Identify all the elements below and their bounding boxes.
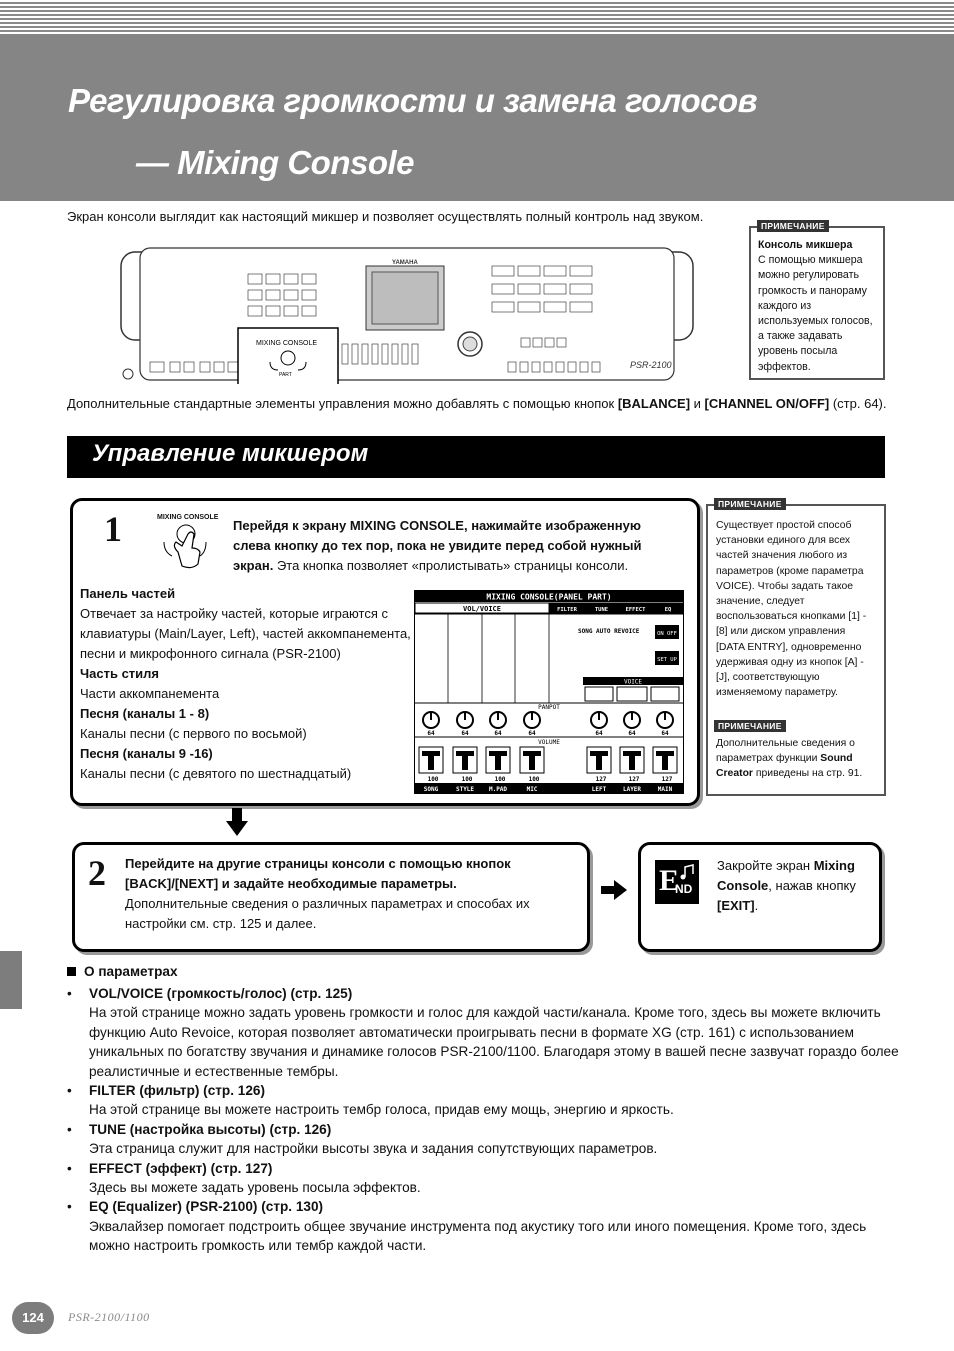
lcd-part-label: LAYER	[622, 786, 642, 793]
lcd-pan-value: 64	[461, 730, 469, 737]
lcd-part-label: LEFT	[591, 786, 607, 793]
parameter-heading: VOL/VOICE (громкость/голос) (стр. 125)	[89, 986, 353, 1001]
bullet-icon: •	[67, 1199, 72, 1215]
arrow-down-icon	[226, 808, 248, 836]
end-logo: E ND	[655, 860, 699, 904]
keyboard-panel-illustration	[120, 244, 694, 384]
side-tab	[0, 951, 22, 1009]
step2-number: 2	[88, 853, 106, 893]
note2-line: VOICE). Чтобы задать такое	[716, 580, 854, 592]
intro-text: Экран консоли выглядит как настоящий микшер и позволяет осуществлять полный контроль над звуком.	[67, 209, 704, 224]
step2-instruction: Перейдите на другие страницы консоли с помощью кнопок [BACK]/[NEXT] и задайте необходимые параметры. Дополнительные сведения о различных параметрах и способах их настройки см. стр. 125 и далее.	[125, 856, 530, 931]
parameter-text: Эквалайзер помогает подстроить общее звучание инструмента под акустику того или иного помещения. Кроме того, здесь	[89, 1218, 867, 1234]
parameter-item	[67, 1120, 897, 1159]
note2-line: установки единого для всех	[716, 535, 851, 547]
note2-line: [J], соответствующую	[716, 672, 820, 684]
lcd-volume-value: 100	[528, 776, 540, 783]
bullet-icon: •	[67, 1121, 72, 1137]
lcd-pan-value: 64	[494, 730, 502, 737]
hand-press-icon	[160, 522, 210, 572]
note-tag: ПРИМЕЧАНИЕ	[714, 720, 786, 732]
parameters-heading: О параметрах	[84, 964, 178, 979]
parameter-text: можно настроить громкость или тембр каждой части.	[89, 1238, 427, 1254]
end-text: Закройте экран Mixing Console, нажав кнопку [EXIT].	[717, 858, 856, 913]
lcd-part-label: STYLE	[455, 786, 475, 793]
lcd-volume-label: VOLUME	[538, 739, 560, 746]
lcd-pan-value: 64	[661, 730, 669, 737]
note2-line: [DATA ENTRY], одновременно	[716, 641, 862, 653]
note2-line: значение, следует	[716, 596, 805, 608]
note-heading: Консоль микшера	[758, 239, 853, 251]
lcd-tab-label: VOL/VOICE	[463, 605, 501, 613]
page-number: 124	[12, 1302, 54, 1334]
bullet-icon: •	[67, 986, 72, 1001]
parameter-heading: EQ (Equalizer) (PSR-2100) (стр. 130)	[89, 1199, 324, 1215]
lcd-volume-value: 100	[427, 776, 439, 783]
lcd-part-label: MAIN	[657, 786, 673, 793]
parameter-item	[67, 1197, 897, 1255]
note-tag: ПРИМЕЧАНИЕ	[757, 220, 829, 232]
parameter-item	[67, 984, 897, 1081]
parameter-item	[67, 1159, 897, 1198]
lcd-volume-value: 100	[494, 776, 506, 783]
note2-line: изменяемому параметру.	[716, 687, 838, 699]
additional-controls-text: Дополнительные стандартные элементы управления можно добавлять с помощью кнопок [BALANCE] и [CHANNEL ON/OFF] (стр. 64).	[67, 396, 887, 411]
lcd-part-label: M.PAD	[488, 786, 508, 793]
lcd-tab-label: FILTER	[557, 607, 577, 613]
note-mixing-console	[749, 221, 885, 380]
lcd-part-label: MIC	[526, 786, 538, 793]
parameter-heading: FILTER (фильтр) (стр. 126)	[89, 1083, 265, 1099]
note-tag: ПРИМЕЧАНИЕ	[714, 498, 786, 510]
lcd-pan-value: 64	[427, 730, 435, 737]
page-title: Регулировка громкости и замена голосов	[68, 82, 758, 119]
callout-label: MIXING CONSOLE	[256, 340, 318, 347]
lcd-pan-value: 64	[595, 730, 603, 737]
lcd-volume-value: 100	[461, 776, 473, 783]
parameter-text: уникальных по богатству звучания и динамике голосов PSR-2100/1100. Благодаря этому в вашей песне зазвучат гораздо более	[89, 1044, 899, 1060]
mixing-console-lcd	[414, 590, 684, 794]
lcd-part-label: SONG	[423, 786, 439, 793]
note2-line: частей значения любого из	[716, 550, 848, 562]
bullet-icon: •	[67, 1083, 72, 1099]
parameter-text: На этой странице можно задать уровень громкости и голос для каждой части/канала. Кроме того, здесь вы можете включить	[89, 1005, 881, 1021]
lcd-volume-value: 127	[661, 776, 673, 783]
lcd-title: MIXING CONSOLE(PANEL PART)	[486, 592, 612, 602]
lcd-tab-label: TUNE	[594, 607, 609, 613]
note2-line: параметров (кроме параметра	[716, 565, 864, 577]
note2-text	[708, 506, 884, 700]
parameter-text: реалистичные и естественные тембры.	[89, 1063, 339, 1079]
page-model: PSR-2100/1100	[68, 1310, 150, 1324]
lcd-pan-value: 64	[528, 730, 536, 737]
note2-line: Существует простой способ	[716, 520, 852, 531]
note3-text: Дополнительные сведения о параметрах функции Sound Creator приведены на стр. 91.	[716, 738, 863, 780]
arrow-right-icon	[601, 880, 627, 900]
step1-number: 1	[104, 509, 122, 549]
parameter-heading: TUNE (настройка высоты) (стр. 126)	[89, 1121, 332, 1137]
lcd-volume-value: 127	[595, 776, 607, 783]
section-title: Управление микшером	[92, 440, 369, 467]
note2-line: [8] или диском управления	[716, 626, 846, 638]
keyboard-brand: YAMAHA	[392, 260, 418, 266]
lcd-pan-value: 64	[628, 730, 636, 737]
lcd-song-auto-revoice: SONG AUTO REVOICE	[578, 628, 640, 635]
lcd-panpot-label: PANPOT	[538, 704, 560, 711]
header-stripes	[0, 0, 954, 34]
step1-instruction: Перейдя к экрану MIXING CONSOLE, нажимайте изображенную слева кнопку до тех пор, пока не увидите перед собой нужный экран. Эта кнопка позволяет «пролистывать» страницы консоли.	[233, 518, 642, 573]
lcd-display	[415, 591, 683, 793]
keyboard-model-logo: PSR-2100	[630, 360, 672, 370]
note-text: С помощью микшера можно регулировать громкость и панораму каждого из используемых голосов, а также задавать уровень посыла эффектов.	[758, 254, 873, 373]
callout-sub: PART	[279, 372, 292, 378]
parameter-heading: EFFECT (эффект) (стр. 127)	[89, 1160, 273, 1176]
lcd-tab-label: EQ	[664, 607, 672, 613]
parameter-text: Эта страница служит для настройки высоты звука и задания сопутствующих параметров.	[89, 1141, 658, 1157]
bullet-icon: •	[67, 1160, 72, 1176]
parameter-text: На этой странице вы можете настроить тембр голоса, придав ему мощь, энергию и яркость.	[89, 1102, 674, 1118]
lcd-tab-label: EFFECT	[625, 607, 646, 613]
parameters-section	[67, 962, 897, 1256]
page-subtitle: — Mixing Console	[136, 144, 415, 181]
parameter-item	[67, 1081, 897, 1120]
lcd-voice-label: VOICE	[623, 678, 643, 686]
lcd-volume-value: 127	[628, 776, 640, 783]
mixing-console-button-label: MIXING CONSOLE	[157, 514, 219, 521]
lcd-setup: SET UP	[657, 657, 677, 663]
step1-descriptions: Панель частей Отвечает за настройку частей, которые играются с клавиатуры (Main/Layer, Left), частей аккомпанемента, песни и микрофонного сигнала (PSR-2100) Часть стиля Части аккомпанемента Песня (каналы 1 - 8) Каналы песни (с первого по восьмой) Песня (каналы 9 -16) Каналы песни (с девятого по шестнадцатый)	[80, 586, 411, 781]
note-global-setting	[706, 499, 886, 796]
parameter-text: функцию Auto Revoice, которая позволяет автоматически проигрывать песни в формате XG (стр. 161) с использованием	[89, 1024, 854, 1040]
note-icon	[679, 864, 695, 880]
square-bullet-icon	[67, 967, 76, 976]
lcd-on-off: ON OFF	[657, 631, 677, 637]
parameter-text: Здесь вы можете задать уровень посыла эффектов.	[89, 1180, 421, 1196]
note2-line: удерживая одну из кнопок [A] -	[716, 656, 864, 668]
note2-line: воспользоваться кнопками [1] -	[716, 611, 867, 623]
